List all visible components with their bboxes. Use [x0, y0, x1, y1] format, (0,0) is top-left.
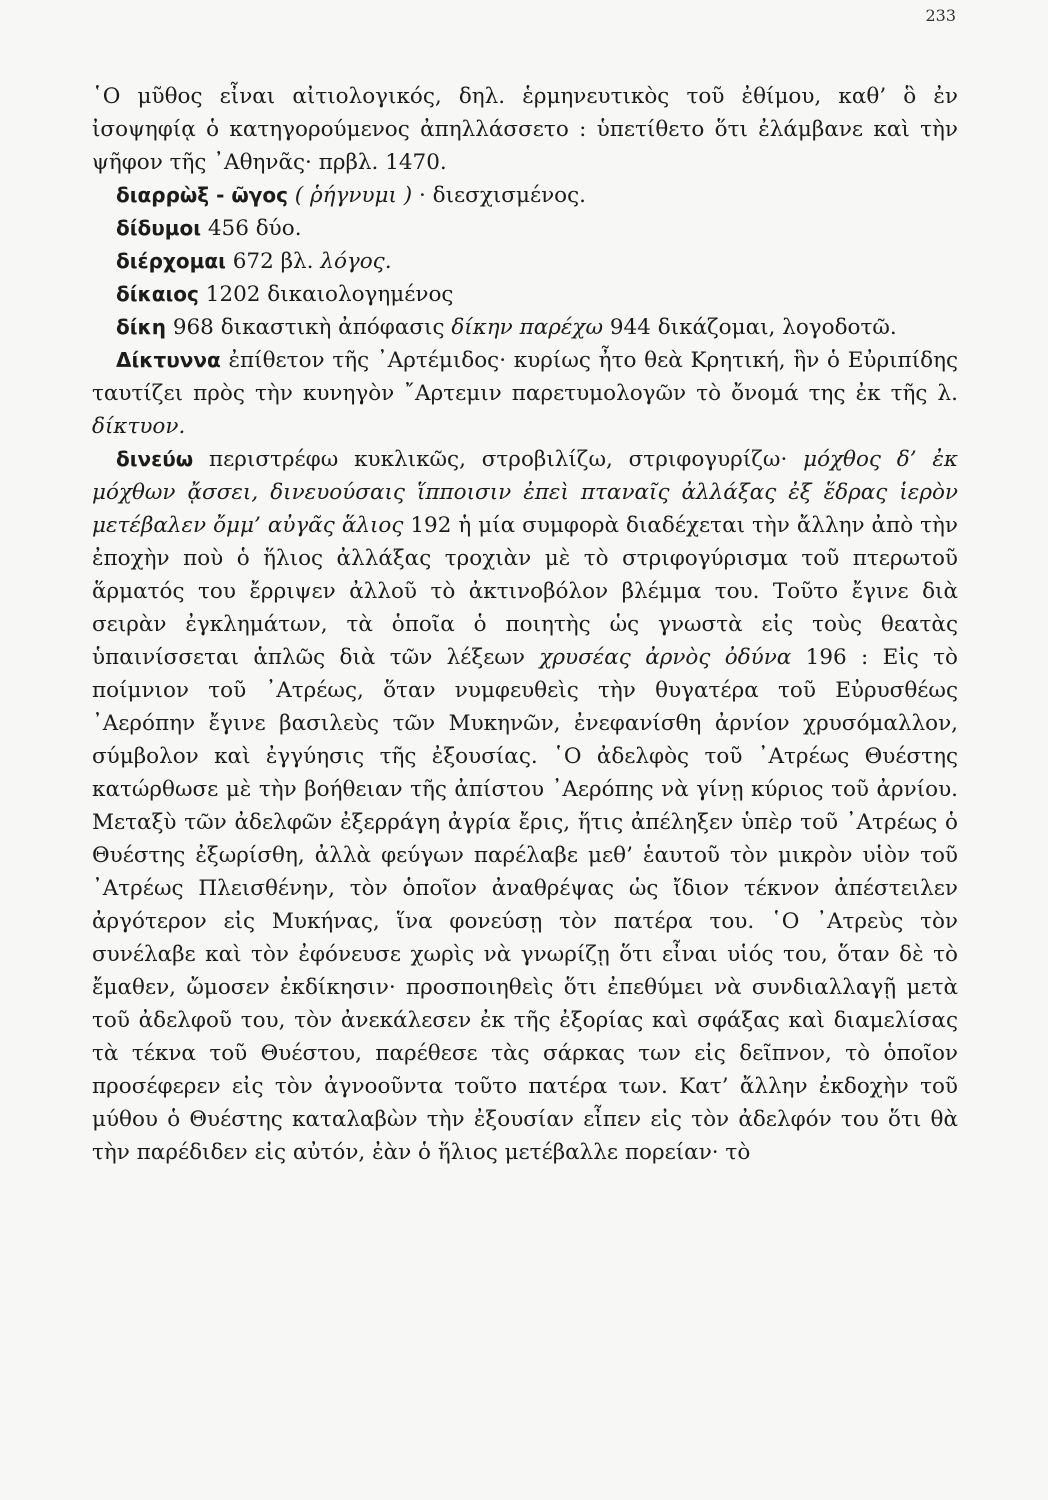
definition: ἐπίθετον τῆς ᾿Αρτέμιδος· κυρίως ἦτο θεὰ Κρητική, ἣν ὁ Εὐριπίδης ταυτίζει πρὸς τὴν κυνηγὸν ῎Αρτεμιν παρετυμολογῶν τὸ ὄνομά της ἐκ τῆς λ. — [92, 348, 958, 406]
definition: περιστρέφω κυκλικῶς, στροβιλίζω, στριφογυρίζω· — [193, 447, 804, 472]
entry-didymoi — [92, 212, 958, 245]
page-text — [92, 80, 958, 1169]
definition: 456 δύο. — [201, 216, 302, 241]
definition: · διεσχισμένος. — [412, 183, 586, 208]
entry-diktynna — [92, 344, 958, 443]
definition: 672 βλ. — [225, 249, 321, 274]
headword: δίδυμοι — [116, 216, 202, 240]
quotation: μόχθος δ’ ἐκ μόχθων ᾄσσει, δινευούσαις ἵπποισιν ἐπεὶ πταναῖς ἀλλάξας ἐξ ἕδρας ἱερὸν μετέβαλεν ὄμμ’ αὐγᾶς ἅλιος — [92, 447, 958, 538]
entry-diarrox — [92, 179, 958, 212]
definition-cont: 944 δικάζομαι, λογοδοτῶ. — [602, 315, 897, 340]
headword: δίκαιος — [116, 282, 199, 306]
headword: διαρρὼξ - ῶγος — [116, 183, 288, 207]
definition: 968 δικαστικὴ ἀπόφασις — [165, 315, 452, 340]
cross-reference: λόγος. — [320, 249, 392, 274]
etymology: ( ῥήγνυμι ) — [294, 183, 413, 208]
quotation: δίκτυον. — [92, 414, 186, 439]
paragraph-text: ῾Ο μῦθος εἶναι αἰτιολογικός, δηλ. ἑρμηνευτικὸς τοῦ ἐθίμου, καθ’ ὃ ἐν ἰσοψηφίᾳ ὁ κατηγορούμενος ἀπηλλάσσετο : ὑπετίθετο ὅτι ἐλάμβανε καὶ τὴν ψῆφον τῆς ᾿Αθηνᾶς· πρβλ. 1470. — [92, 84, 958, 175]
headword: δινεύω — [116, 447, 194, 471]
headword: Δίκτυννα — [116, 348, 221, 372]
entry-dikaios — [92, 278, 958, 311]
commentary-cont: 196 : Εἰς τὸ ποίμνιον τοῦ ᾿Ατρέως, ὅταν νυμφευθεὶς τὴν θυγατέρα τοῦ Εὐρυσθέως ᾿Αερόπην ἔγινε βασιλεὺς τῶν Μυκηνῶν, ἐνεφανίσθη ἀρνίον χρυσόμαλλον, σύμβολον καὶ ἐγγύησις τῆς ἐξουσίας. ῾Ο ἀδελφὸς τοῦ ᾿Ατρέως Θυέστης κατώρθωσε μὲ τὴν βοήθειαν τῆς ἀπίστου ᾿Αερόπης νὰ γίνῃ κύριος τοῦ ἀρνίου. Μεταξὺ τῶν ἀδελφῶν ἐξερράγη ἀγρία ἔρις, ἥτις ἀπέληξεν ὑπὲρ τοῦ ᾿Ατρέως ὁ Θυέστης ἐξωρίσθη, ἀλλὰ φεύγων παρέλαβε μεθ’ ἑαυτοῦ τὸν μικρὸν υἱὸν τοῦ ᾿Ατρέως Πλεισθένην, τὸν ὁποῖον ἀναθρέψας ὡς ἴδιον τέκνον ἀπέστειλεν ἀργότερον εἰς Μυκήνας, ἵνα φονεύσῃ τὸν πατέρα του. ῾Ο ᾿Ατρεὺς τὸν συνέλαβε καὶ τὸν ἐφόνευσε χωρὶς νὰ γνωρίζῃ ὅτι εἶναι υἱός του, ὅταν δὲ τὸ ἔμαθεν, ὤμοσεν ἐκδίκησιν· προσποιηθεὶς ὅτι ἐπεθύμει νὰ συνδιαλλαγῇ μετὰ τοῦ ἀδελφοῦ του, τὸν ἀνεκάλεσεν ἐκ τῆς ἐξορίας καὶ σφάξας καὶ διαμελίσας τὰ τέκνα τοῦ Θυέστου, παρέθεσε τὰς σάρκας των εἰς δεῖπνον, τὸ ὁποῖον προσέφερεν εἰς τὸν ἀγνοοῦντα τοῦτο πατέρα των. Κατ’ ἄλλην ἐκδοχὴν τοῦ μύθου ὁ Θυέστης καταλαβὼν τὴν ἐξουσίαν εἶπεν εἰς τὸν ἀδελφόν του ὅτι θὰ τὴν παρέδιδεν εἰς αὐτόν, ἐὰν ὁ ἥλιος μετέβαλλε πορείαν· τὸ — [92, 645, 958, 1165]
headword: διέρχομαι — [116, 249, 226, 273]
paragraph-continuation — [92, 80, 958, 179]
page-number: 233 — [925, 6, 956, 25]
quotation: χρυσέας ἀρνὸς ὀδύνα — [539, 645, 792, 670]
headword: δίκη — [116, 315, 166, 339]
entry-dike — [92, 311, 958, 344]
commentary: 192 ἡ μία συμφορὰ διαδέχεται τὴν ἄλλην ἀπὸ τὴν ἐποχὴν ποὺ ὁ ἥλιος ἀλλάξας τροχιὰν μὲ τὸ στριφογύρισμα τοῦ πτερωτοῦ ἅρματός του ἔρριψεν ἀλλοῦ τὸ ἀκτινοβόλον βλέμμα του. Τοῦτο ἔγινε διὰ σειρὰν ἐγκλημάτων, τὰ ὁποῖα ὁ ποιητὴς ὡς γνωστὰ εἰς τοὺς θεατὰς ὑπαινίσσεται ἁπλῶς διὰ τῶν λέξεων — [92, 513, 958, 670]
definition: 1202 δικαιολογημένος — [198, 282, 454, 307]
quotation: δίκην παρέχω — [451, 315, 603, 340]
entry-dierchomai — [92, 245, 958, 278]
entry-dineuo — [92, 443, 958, 1169]
